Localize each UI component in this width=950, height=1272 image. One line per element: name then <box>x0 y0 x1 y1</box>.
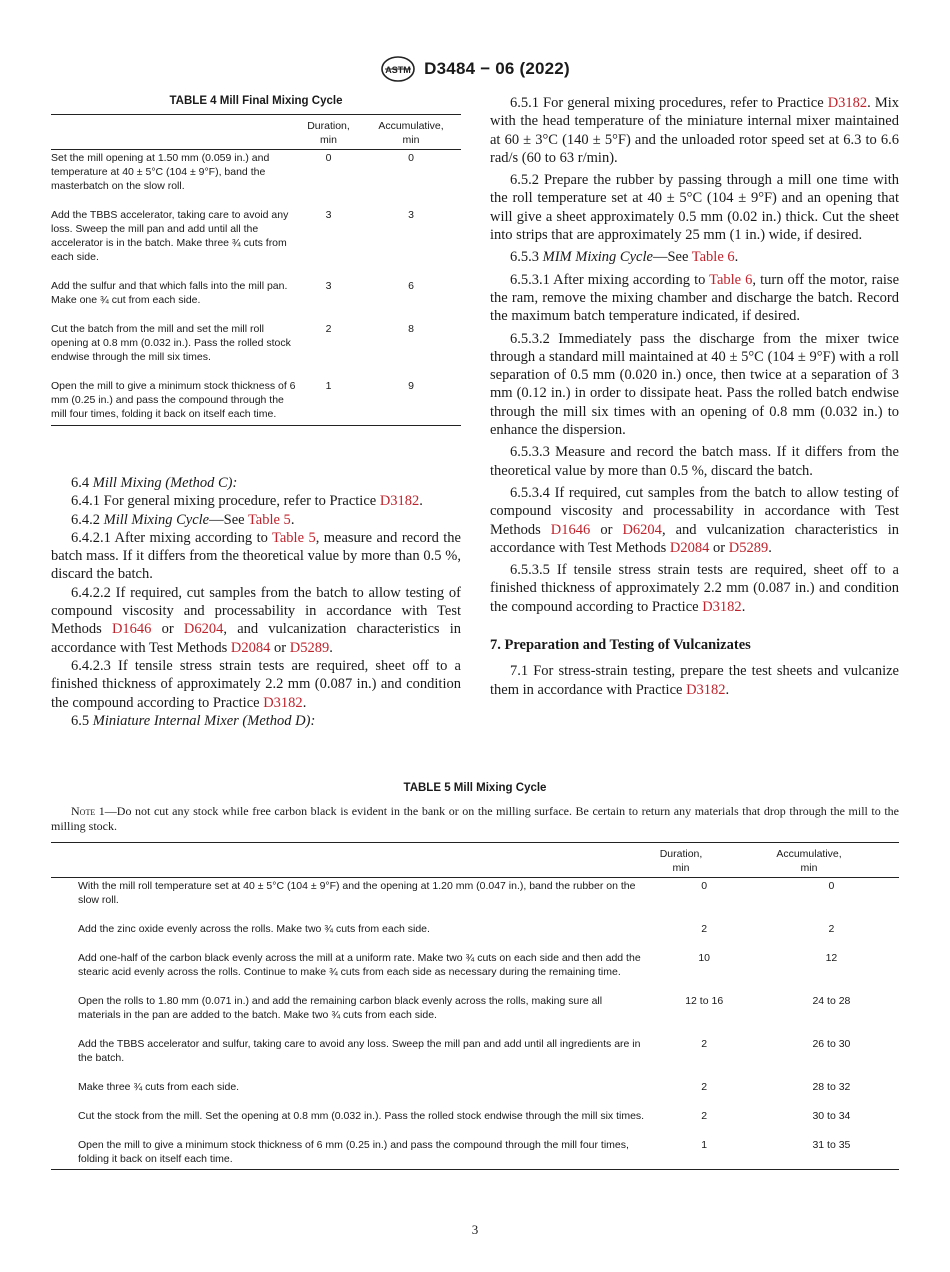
table-row: Set the mill opening at 1.50 mm (0.059 in.) and temperature at 40 ± 5°C (104 ± 9°F), band the masterbatch on the slow roll. 0 0 <box>51 152 414 192</box>
link-d5289[interactable]: D5289 <box>728 539 769 556</box>
section-6-5-3: 6.5.3 MIM Mixing Cycle—See Table 6. <box>510 249 739 266</box>
table-5-caption: TABLE 5 Mill Mixing Cycle <box>403 782 547 794</box>
link-d3182[interactable]: D3182 <box>702 598 742 615</box>
table-4 <box>51 94 461 426</box>
section-6-4-1: 6.4.1 For general mixing procedure, refer to Practice D3182. <box>71 493 423 510</box>
table-5-body <box>51 878 899 1170</box>
link-d6204[interactable]: D6204 <box>183 621 224 638</box>
section-6-4-2-2: 6.4.2.2 If required, cut samples from the batch to allow testing of compound viscosity and processability in accordance with Test Methods D1646 or D6204, and vulcanization characteristics in accordance with Test Methods D2084 or D5289. <box>51 584 461 656</box>
right-column <box>490 94 899 699</box>
table-row: Open the rolls to 1.80 mm (0.071 in.) and add the remaining carbon black evenly across the rolls, making sure all materials in the pan are added to the batch. Make two ¾ cuts from each side. 12 to 16 24 to 28 <box>78 995 851 1021</box>
link-table-6[interactable]: Table 6 <box>709 271 753 288</box>
table-4-header-duration: Duration, min <box>307 120 350 146</box>
table-5 <box>51 782 899 1170</box>
table-row: Add one-half of the carbon black evenly across the mill at a uniform rate. Make two ¾ cuts on each side and then add the stearic acid evenly across the rolls. Continue to make ¾ cuts from each side as necessary during the remaining time. 10 12 <box>78 952 838 978</box>
section-6-4-2: 6.4.2 Mill Mixing Cycle—See Table 5. <box>71 511 295 528</box>
table-row: Cut the batch from the mill and set the mill roll opening at 0.8 mm (0.032 in.). Pass the rolled stock endwise through the mill six times. 2 8 <box>51 323 414 363</box>
link-d5289[interactable]: D5289 <box>289 639 330 656</box>
section-6-5-2: 6.5.2 Prepare the rubber by passing through a mill one time with the roll temperature set at 40 ± 5°C (104 ± 9°F) and an opening that will give a sheet approximately 0.5 mm (0.02 in.) thick. Cut the sheet into strips that are approximately 25 mm (1 in.) wide, if desired. <box>490 172 899 244</box>
table-4-body <box>51 150 461 426</box>
table-row: Make three ¾ cuts from each side. 2 28 to 32 <box>78 1081 851 1093</box>
link-d6204[interactable]: D6204 <box>622 521 662 538</box>
link-d3182[interactable]: D3182 <box>686 681 726 698</box>
link-d2084[interactable]: D2084 <box>230 639 271 656</box>
section-6-5: 6.5 Miniature Internal Mixer (Method D): <box>71 712 316 729</box>
left-column <box>51 474 461 730</box>
link-table-5[interactable]: Table 5 <box>272 529 316 546</box>
section-6-5-3-5: 6.5.3.5 If tensile stress strain tests are required, sheet off to a finished thickness of approximately 2.2 mm (0.087 in.) and condition the compound according to Practice D3182. <box>490 562 899 615</box>
link-d1646[interactable]: D1646 <box>111 621 152 638</box>
table-5-header-accumulative: Accumulative, min <box>776 848 842 874</box>
table-row: Open the mill to give a minimum stock thickness of 6 mm (0.25 in.) and pass the compound through the mill four times, folding it back on itself each time. 1 9 <box>51 380 414 420</box>
table-row: Add the sulfur and that which falls into the mill pan. Make one ¾ cut from each side. 3 6 <box>51 280 414 306</box>
table-row: With the mill roll temperature set at 40 ± 5°C (104 ± 9°F) and the opening at 1.20 mm (0.047 in.), band the rubber on the slow roll. 0 0 <box>78 880 835 906</box>
section-6-4-2-3: 6.4.2.3 If tensile stress strain tests are required, sheet off to a finished thickness of approximately 2.2 mm (0.087 in.) and condition the compound according to Practice D3182. <box>51 657 461 711</box>
section-7-heading: 7. Preparation and Testing of Vulcanizates <box>490 637 751 654</box>
link-d2084[interactable]: D2084 <box>669 539 710 556</box>
section-6-4: 6.4 Mill Mixing (Method C): <box>71 475 238 491</box>
table-row: Add the TBBS accelerator and sulfur, taking care to avoid any loss. Sweep the mill pan and add until all ingredients are in the batch. 2 26 to 30 <box>78 1038 851 1064</box>
page-number: 3 <box>471 1222 479 1237</box>
table-4-caption: TABLE 4 Mill Final Mixing Cycle <box>169 95 343 107</box>
page-header <box>0 54 950 84</box>
link-d1646[interactable]: D1646 <box>550 521 591 538</box>
table-row: Open the mill to give a minimum stock thickness of 6 mm (0.25 in.) and pass the compound through the mill four times, folding it back on itself each time. 1 31 to 35 <box>78 1139 851 1165</box>
section-6-4-2-1: 6.4.2.1 After mixing according to Table 5, measure and record the batch mass. If it differs from the theoretical value by more than 0.5 %, discard the batch. <box>51 529 461 583</box>
section-6-5-1: 6.5.1 For general mixing procedures, refer to Practice D3182. Mix with the head temperature of the miniature internal mixer maintained at 60 ± 3°C (140 ± 5°F) and the unloaded rotor speed set at 6.3 to 6.6 rad/s (60 to 63 r/min). <box>490 95 899 166</box>
table-5-header-duration: Duration, min <box>659 848 703 874</box>
table-row: Add the zinc oxide evenly across the rolls. Make two ¾ cuts from each side. 2 2 <box>78 923 835 935</box>
link-table-6[interactable]: Table 6 <box>691 249 735 266</box>
table-row: Cut the stock from the mill. Set the opening at 0.8 mm (0.032 in.). Pass the rolled stock endwise through the mill six times. 2 30 to 34 <box>78 1110 851 1122</box>
section-6-5-3-1: 6.5.3.1 After mixing according to Table 6, turn off the motor, raise the ram, remove the mixing chamber and discharge the batch. Record the maximum batch temperature indicated, if desired. <box>490 271 900 325</box>
astm-logo-icon <box>380 55 416 83</box>
section-6-5-3-2: 6.5.3.2 Immediately pass the discharge from the mixer twice through a standard mill maintained at 40 ± 5°C (104 ± 9°F) with a roll separation of 0.5 mm (0.020 in.) once, then twice at a separation of 3 mm (0.12 in.) in order to dissipate heat. Pass the rolled batch endwise through the mill six times with an opening of 0.8 mm (0.032 in.) to enhance the dispersion. <box>490 330 899 439</box>
link-d3182[interactable]: D3182 <box>379 493 420 510</box>
table-4-header-accumulative: Accumulative, min <box>378 120 444 146</box>
section-6-5-3-3: 6.5.3.3 Measure and record the batch mass. If it differs from the theoretical value by more than 0.5 %, discard the batch. <box>490 444 899 479</box>
link-d3182[interactable]: D3182 <box>827 95 868 111</box>
section-6-5-3-4: 6.5.3.4 If required, cut samples from the batch to allow testing of compound viscosity and processability in accordance with Test Methods D1646 or D6204, and vulcanization characteristics in accordance with Test Methods D2084 or D5289. <box>490 484 899 556</box>
svg-text:ASTM: ASTM <box>385 65 411 75</box>
document-title: D3484 − 06 (2022) <box>424 59 570 78</box>
table-5-note: Note 1—Do not cut any stock while free carbon black is evident in the bank or on the milling surface. Be certain to return any materials that drop through the mill to the milling stock. <box>51 804 899 833</box>
section-7-1: 7.1 For stress-strain testing, prepare the test sheets and vulcanize them in accordance with Practice D3182. <box>490 663 899 698</box>
table-row: Add the TBBS accelerator, taking care to avoid any loss. Sweep the mill pan and add until all the accelerator is in the batch. Make three ¾ cuts from each side. 3 3 <box>51 209 414 263</box>
link-table-5[interactable]: Table 5 <box>247 511 291 528</box>
link-d3182[interactable]: D3182 <box>263 694 303 711</box>
